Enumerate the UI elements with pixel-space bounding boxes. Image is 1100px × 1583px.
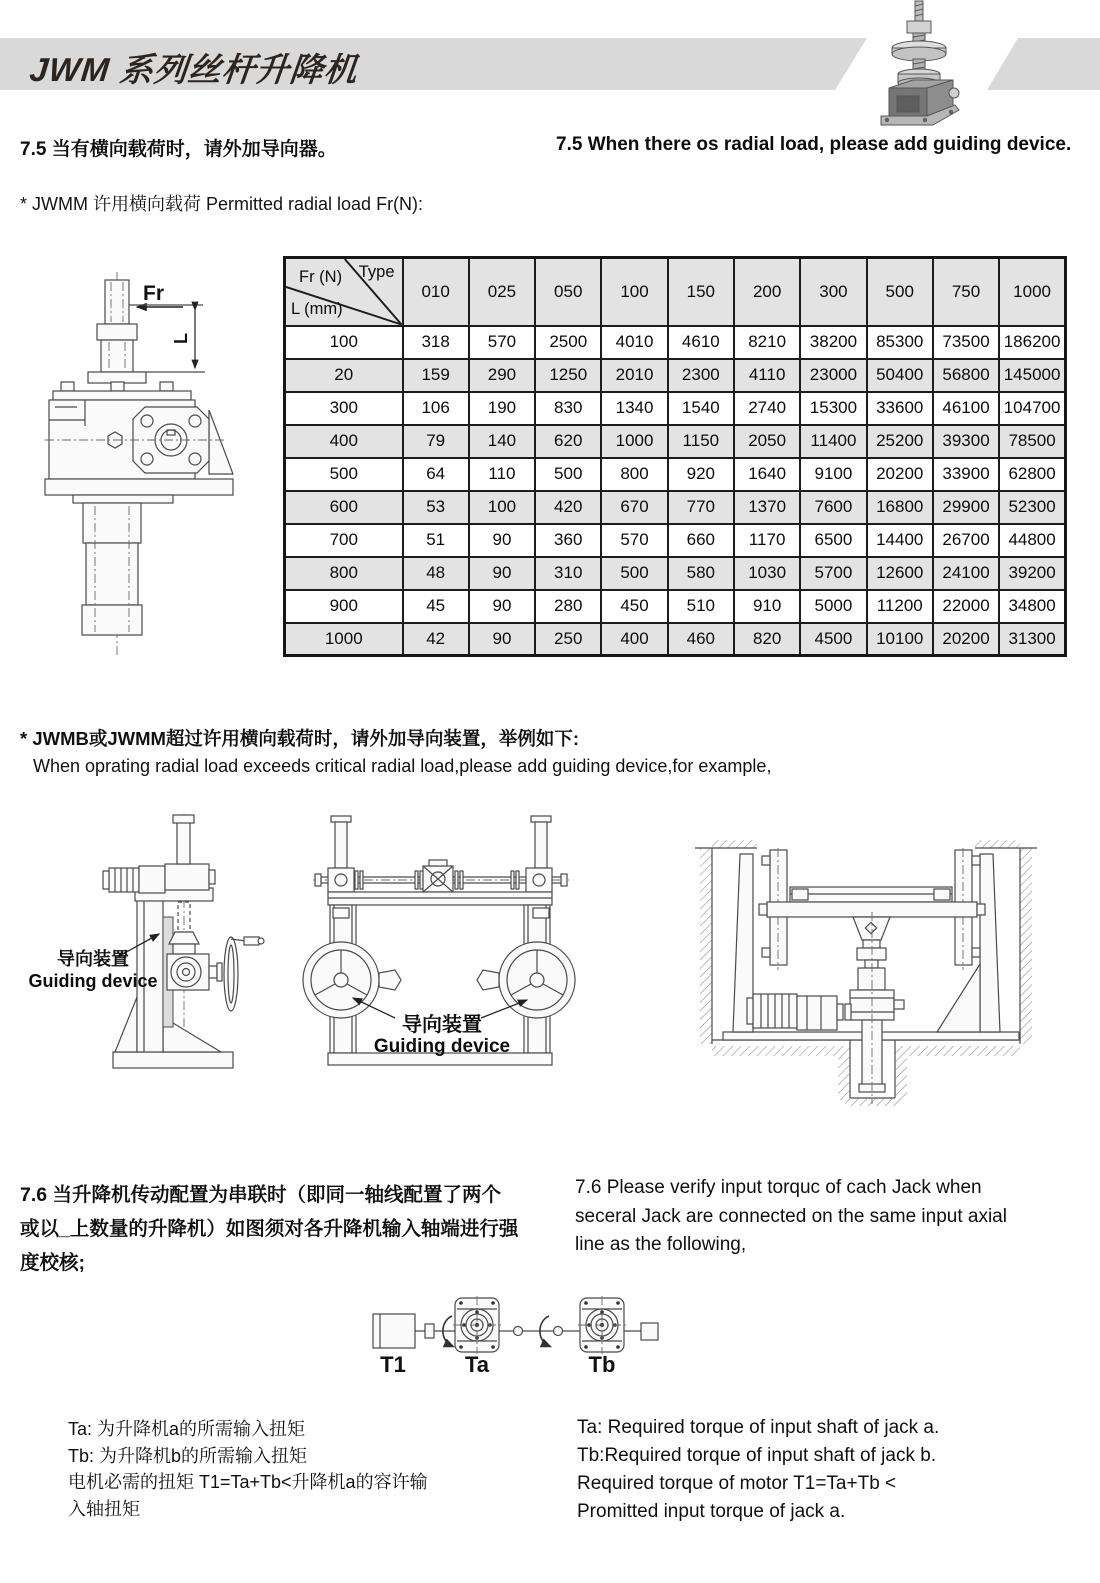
load-value-cell: 25200 <box>867 425 933 458</box>
svg-text:L: L <box>171 333 191 344</box>
load-value-cell: 15300 <box>800 392 866 425</box>
load-value-cell: 570 <box>469 326 535 359</box>
load-value-cell: 52300 <box>999 491 1065 524</box>
load-value-cell: 2300 <box>668 359 734 392</box>
row-label: 1000 <box>285 623 403 656</box>
load-value-cell: 290 <box>469 359 535 392</box>
column-header-100: 100 <box>601 258 667 326</box>
load-value-cell: 20200 <box>933 623 999 656</box>
load-value-cell: 620 <box>535 425 601 458</box>
load-value-cell: 31300 <box>999 623 1065 656</box>
load-value-cell: 670 <box>601 491 667 524</box>
row-label: 800 <box>285 557 403 590</box>
load-value-cell: 34800 <box>999 590 1065 623</box>
torque-notes-zh: Ta: 为升降机a的所需输入扭矩 Tb: 为升降机b的所需输入扭矩 电机必需的扭矩 T1=Ta+Tb<升降机a的容许输 入轴扭矩 <box>68 1419 428 1519</box>
load-value-cell: 1370 <box>734 491 800 524</box>
load-value-cell: 1150 <box>668 425 734 458</box>
load-value-cell: 48 <box>403 557 469 590</box>
load-value-cell: 7600 <box>800 491 866 524</box>
guiding-device-label-mid: 导向装置 Guiding device <box>373 1014 511 1057</box>
load-value-cell: 79 <box>403 425 469 458</box>
table-row <box>285 491 1066 524</box>
column-header-300: 300 <box>800 258 866 326</box>
table-header-row <box>285 258 1066 326</box>
radial-load-table <box>283 256 1067 657</box>
load-value-cell: 12600 <box>867 557 933 590</box>
load-value-cell: 1000 <box>601 425 667 458</box>
torque-label-t1: T1 <box>380 1352 406 1376</box>
load-value-cell: 360 <box>535 524 601 557</box>
load-value-cell: 920 <box>668 458 734 491</box>
permitted-load-note: * JWMM 许用横向载荷 Permitted radial load Fr(N): <box>20 194 424 214</box>
section-75-heading-zh: 7.5 当有横向载荷时，请外加导向器。 <box>20 139 337 160</box>
table-row <box>285 326 1066 359</box>
load-value-cell: 6500 <box>800 524 866 557</box>
table-row <box>285 392 1066 425</box>
load-value-cell: 23000 <box>800 359 866 392</box>
load-value-cell: 500 <box>601 557 667 590</box>
load-value-cell: 830 <box>535 392 601 425</box>
load-value-cell: 4110 <box>734 359 800 392</box>
load-value-cell: 100 <box>469 491 535 524</box>
load-value-cell: 5000 <box>800 590 866 623</box>
load-value-cell: 800 <box>601 458 667 491</box>
torque-chain-diagram <box>330 1270 710 1376</box>
load-value-cell: 250 <box>535 623 601 656</box>
load-value-cell: 1540 <box>668 392 734 425</box>
section-76-text-en: 7.6 Please verify input torquc of cach Jack when seceral Jack are connected on the same input axial line as the following, <box>575 1177 1007 1255</box>
load-value-cell: 11200 <box>867 590 933 623</box>
load-value-cell: 770 <box>668 491 734 524</box>
load-value-cell: 39200 <box>999 557 1065 590</box>
load-value-cell: 33600 <box>867 392 933 425</box>
row-label: 900 <box>285 590 403 623</box>
row-label: 20 <box>285 359 403 392</box>
load-value-cell: 1640 <box>734 458 800 491</box>
load-value-cell: 1030 <box>734 557 800 590</box>
guiding-device-label-left: 导向装置 Guiding device <box>28 949 158 991</box>
row-label: 600 <box>285 491 403 524</box>
guide-note-en: When oprating radial load exceeds critical radial load,please add guiding device,for example, <box>33 756 772 776</box>
torque-notes-en: Ta: Required torque of input shaft of jack a. Tb:Required torque of input shaft of jack b. Required torque of motor T1=Ta+Tb < Promitted input torque of jack a. <box>577 1417 940 1522</box>
column-header-750: 750 <box>933 258 999 326</box>
load-value-cell: 106 <box>403 392 469 425</box>
load-value-cell: 38200 <box>800 326 866 359</box>
guide-note-zh: * JWMB或JWMM超过许用横向载荷时，请外加导向装置，举例如下: <box>20 728 580 749</box>
torque-label-ta: Ta <box>464 1352 490 1376</box>
load-value-cell: 24100 <box>933 557 999 590</box>
header-band-right <box>987 38 1100 90</box>
load-value-cell: 64 <box>403 458 469 491</box>
section-76-text-zh: 7.6 当升降机传动配置为串联时（即同一轴线配置了两个 或以_上数量的升降机）如图须对各升降机输入轴端进行强 度校核; <box>20 1184 519 1274</box>
corner-fr-label: Fr (N) <box>299 268 343 286</box>
load-value-cell: 90 <box>469 590 535 623</box>
load-value-cell: 78500 <box>999 425 1065 458</box>
column-header-150: 150 <box>668 258 734 326</box>
load-value-cell: 280 <box>535 590 601 623</box>
column-header-500: 500 <box>867 258 933 326</box>
load-value-cell: 73500 <box>933 326 999 359</box>
load-value-cell: 420 <box>535 491 601 524</box>
corner-type-label: Type <box>358 263 395 281</box>
load-value-cell: 450 <box>601 590 667 623</box>
load-value-cell: 8210 <box>734 326 800 359</box>
load-value-cell: 44800 <box>999 524 1065 557</box>
load-value-cell: 2740 <box>734 392 800 425</box>
load-value-cell: 56800 <box>933 359 999 392</box>
load-value-cell: 510 <box>668 590 734 623</box>
row-label: 500 <box>285 458 403 491</box>
product-jack-image <box>855 0 985 130</box>
load-value-cell: 90 <box>469 524 535 557</box>
load-value-cell: 910 <box>734 590 800 623</box>
load-value-cell: 186200 <box>999 326 1065 359</box>
load-value-cell: 159 <box>403 359 469 392</box>
load-value-cell: 1340 <box>601 392 667 425</box>
table-row <box>285 425 1066 458</box>
load-value-cell: 4500 <box>800 623 866 656</box>
diagram-pit-installation <box>695 812 1095 1112</box>
column-header-050: 050 <box>535 258 601 326</box>
load-value-cell: 4010 <box>601 326 667 359</box>
table-row <box>285 623 1066 656</box>
column-header-1000: 1000 <box>999 258 1065 326</box>
load-value-cell: 22000 <box>933 590 999 623</box>
load-value-cell: 16800 <box>867 491 933 524</box>
row-label: 100 <box>285 326 403 359</box>
load-value-cell: 660 <box>668 524 734 557</box>
load-value-cell: 53 <box>403 491 469 524</box>
load-value-cell: 20200 <box>867 458 933 491</box>
diagram-dual-jack-frame <box>295 812 715 1112</box>
load-value-cell: 33900 <box>933 458 999 491</box>
load-value-cell: 1170 <box>734 524 800 557</box>
load-value-cell: 570 <box>601 524 667 557</box>
table-row <box>285 557 1066 590</box>
table-row <box>285 458 1066 491</box>
section-75-heading-en: 7.5 When there os radial load, please add guiding device. <box>556 134 1072 155</box>
load-value-cell: 140 <box>469 425 535 458</box>
load-value-cell: 2050 <box>734 425 800 458</box>
load-value-cell: 85300 <box>867 326 933 359</box>
load-value-cell: 110 <box>469 458 535 491</box>
table-row <box>285 359 1066 392</box>
load-value-cell: 4610 <box>668 326 734 359</box>
page-title: JWM 系列丝杆升降机 <box>27 51 360 88</box>
load-value-cell: 11400 <box>800 425 866 458</box>
load-value-cell: 1250 <box>535 359 601 392</box>
load-value-cell: 318 <box>403 326 469 359</box>
load-value-cell: 580 <box>668 557 734 590</box>
column-header-025: 025 <box>469 258 535 326</box>
load-value-cell: 9100 <box>800 458 866 491</box>
table-row <box>285 590 1066 623</box>
load-value-cell: 310 <box>535 557 601 590</box>
load-value-cell: 5700 <box>800 557 866 590</box>
load-value-cell: 2500 <box>535 326 601 359</box>
load-value-cell: 51 <box>403 524 469 557</box>
torque-label-tb: Tb <box>588 1352 616 1376</box>
load-value-cell: 29900 <box>933 491 999 524</box>
load-value-cell: 14400 <box>867 524 933 557</box>
row-label: 400 <box>285 425 403 458</box>
jack-dimension-figure <box>25 260 275 665</box>
load-value-cell: 10100 <box>867 623 933 656</box>
load-value-cell: 820 <box>734 623 800 656</box>
row-label: 700 <box>285 524 403 557</box>
table-row <box>285 524 1066 557</box>
load-value-cell: 400 <box>601 623 667 656</box>
load-value-cell: 26700 <box>933 524 999 557</box>
load-value-cell: 50400 <box>867 359 933 392</box>
column-header-010: 010 <box>403 258 469 326</box>
row-label: 300 <box>285 392 403 425</box>
corner-l-label: L (mm) <box>291 299 343 318</box>
load-value-cell: 104700 <box>999 392 1065 425</box>
load-value-cell: 62800 <box>999 458 1065 491</box>
table-corner-cell <box>285 258 403 326</box>
load-value-cell: 2010 <box>601 359 667 392</box>
load-value-cell: 90 <box>469 557 535 590</box>
load-value-cell: 90 <box>469 623 535 656</box>
load-value-cell: 460 <box>668 623 734 656</box>
load-value-cell: 145000 <box>999 359 1065 392</box>
load-value-cell: 42 <box>403 623 469 656</box>
column-header-200: 200 <box>734 258 800 326</box>
load-value-cell: 46100 <box>933 392 999 425</box>
load-value-cell: 500 <box>535 458 601 491</box>
svg-text:Fr: Fr <box>143 282 164 305</box>
load-value-cell: 190 <box>469 392 535 425</box>
load-value-cell: 39300 <box>933 425 999 458</box>
load-value-cell: 45 <box>403 590 469 623</box>
